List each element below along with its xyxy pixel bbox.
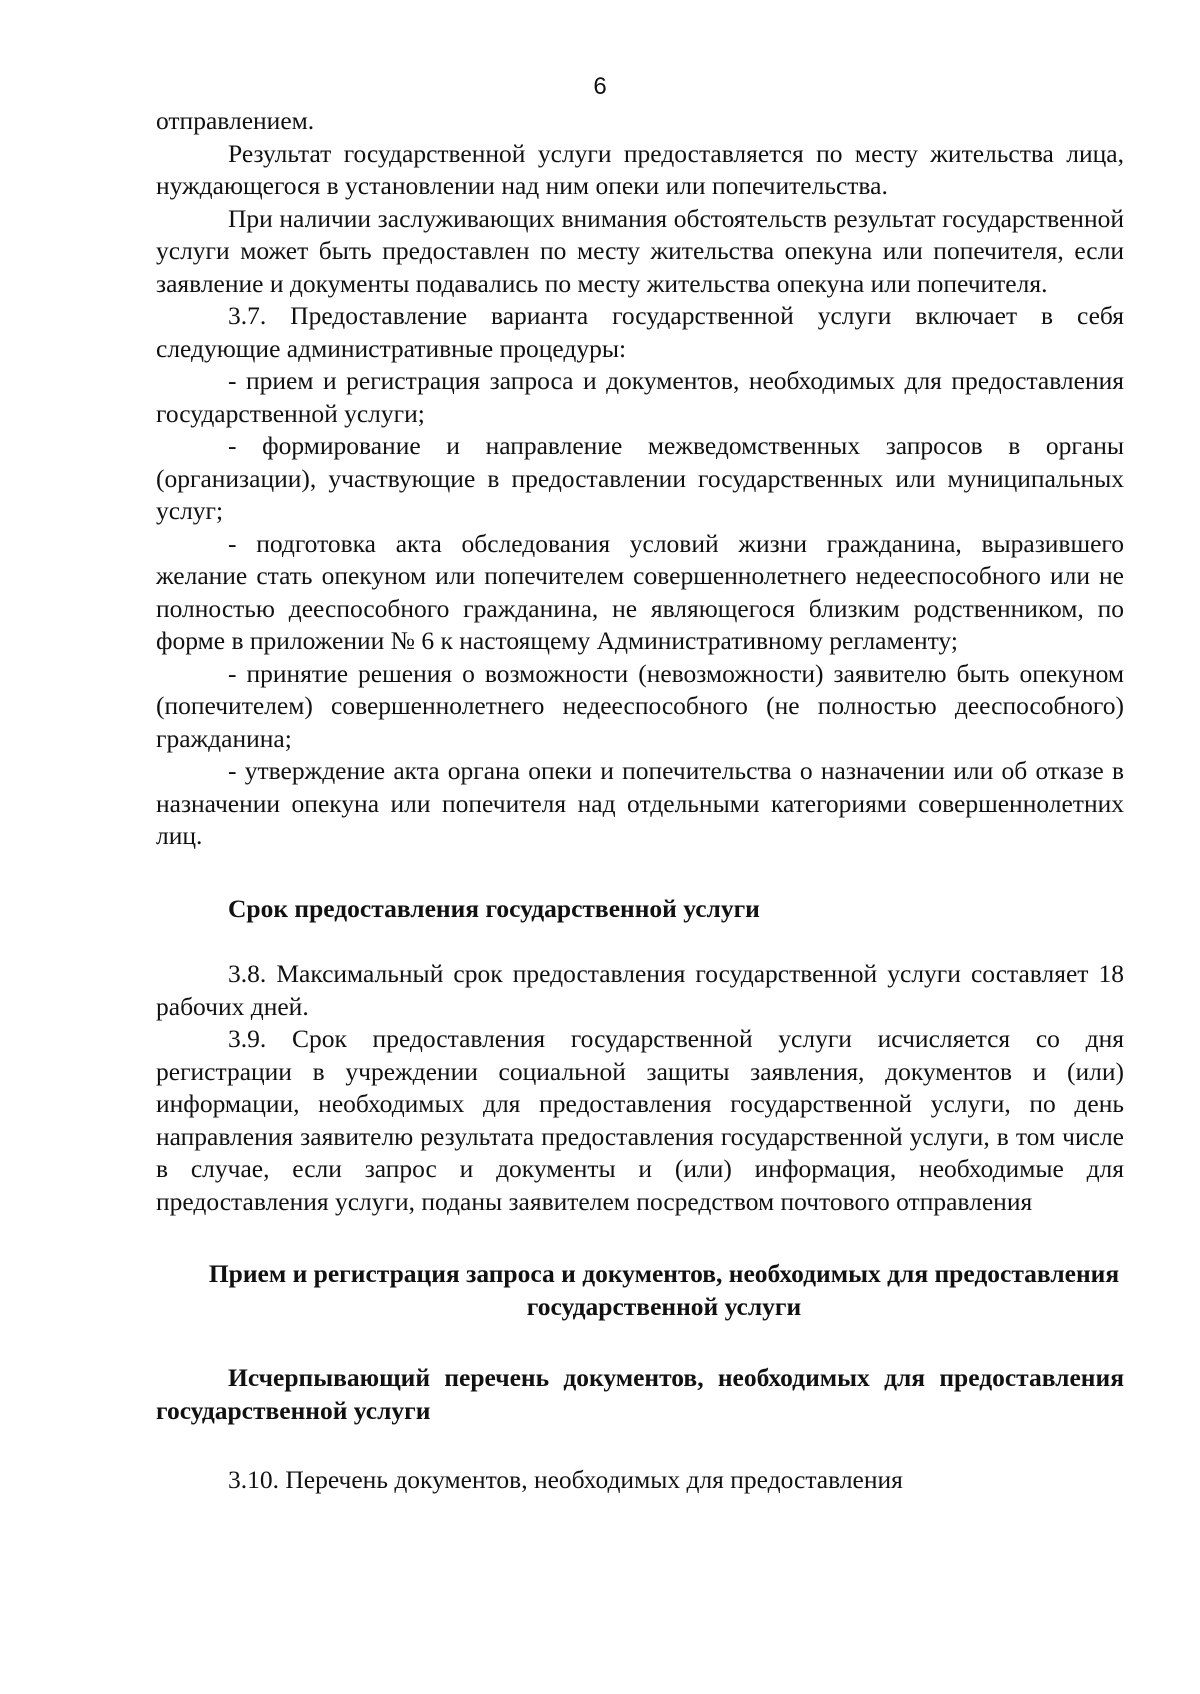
section-heading-term: Срок предоставления государственной услуги (228, 893, 760, 923)
list-item: - утверждение акта органа опеки и попечительства о назначении или об отказе в назначении опекуна или попечителя над отдельными категориями совершеннолетних лиц. (156, 756, 1124, 850)
list-item: - подготовка акта обследования условий жизни гражданина, выразившего желание стать опекуном или попечителем совершеннолетнего недееспособного или не полностью дееспособного гражданина, не являющегося близким родственником, по форме в приложении № 6 к настоящему Административному регламенту; (156, 528, 1124, 655)
list-item: - принятие решения о возможности (невозможности) заявителю быть опекуном (попечителем) совершеннолетнего недееспособного (не полностью дееспособного) гражданина; (156, 658, 1124, 753)
paragraph-3-7: 3.7. Предоставление варианта государственной услуги включает в себя следующие административные процедуры: (156, 301, 1124, 363)
document-body (156, 105, 1124, 1497)
paragraph: Результат государственной услуги предоставляется по месту жительства лица, нуждающегося в установлении над ним опеки или попечительства. (156, 138, 1124, 200)
list-item: - прием и регистрация запроса и документов, необходимых для предоставления государственной услуги; (156, 366, 1124, 428)
section-heading-reception: Прием и регистрация запроса и документов, необходимых для предоставления государственной услуги (208, 1259, 1120, 1321)
section-heading-documents: Исчерпывающий перечень документов, необходимых для предоставления государственной услуги (156, 1363, 1124, 1425)
page-number: 6 (593, 73, 607, 100)
paragraph: При наличии заслуживающих внимания обстоятельств результат государственной услуги может быть предоставлен по месту жительства опекуна или попечителя, если заявление и документы подавались по месту жительства опекуна или попечителя. (156, 203, 1124, 298)
paragraph-3-9: 3.9. Срок предоставления государственной услуги исчисляется со дня регистрации в учреждении социальной защиты заявления, документов и (или) информации, необходимых для предоставления государственной услуги, по день направления заявителю результата предоставления государственной услуги, в том числе в случае, если запрос и документы и (или) информация, необходимые для предоставления услуги, поданы заявителем посредством почтового отправления (156, 1024, 1124, 1216)
paragraph-3-10: 3.10. Перечень документов, необходимых для предоставления (228, 1465, 903, 1494)
paragraph-3-8: 3.8. Максимальный срок предоставления государственной услуги составляет 18 рабочих дней. (156, 959, 1124, 1021)
paragraph: отправлением. (156, 106, 315, 135)
list-item: - формирование и направление межведомственных запросов в органы (организации), участвующие в предоставлении государственных или муниципальных услуг; (156, 431, 1124, 525)
